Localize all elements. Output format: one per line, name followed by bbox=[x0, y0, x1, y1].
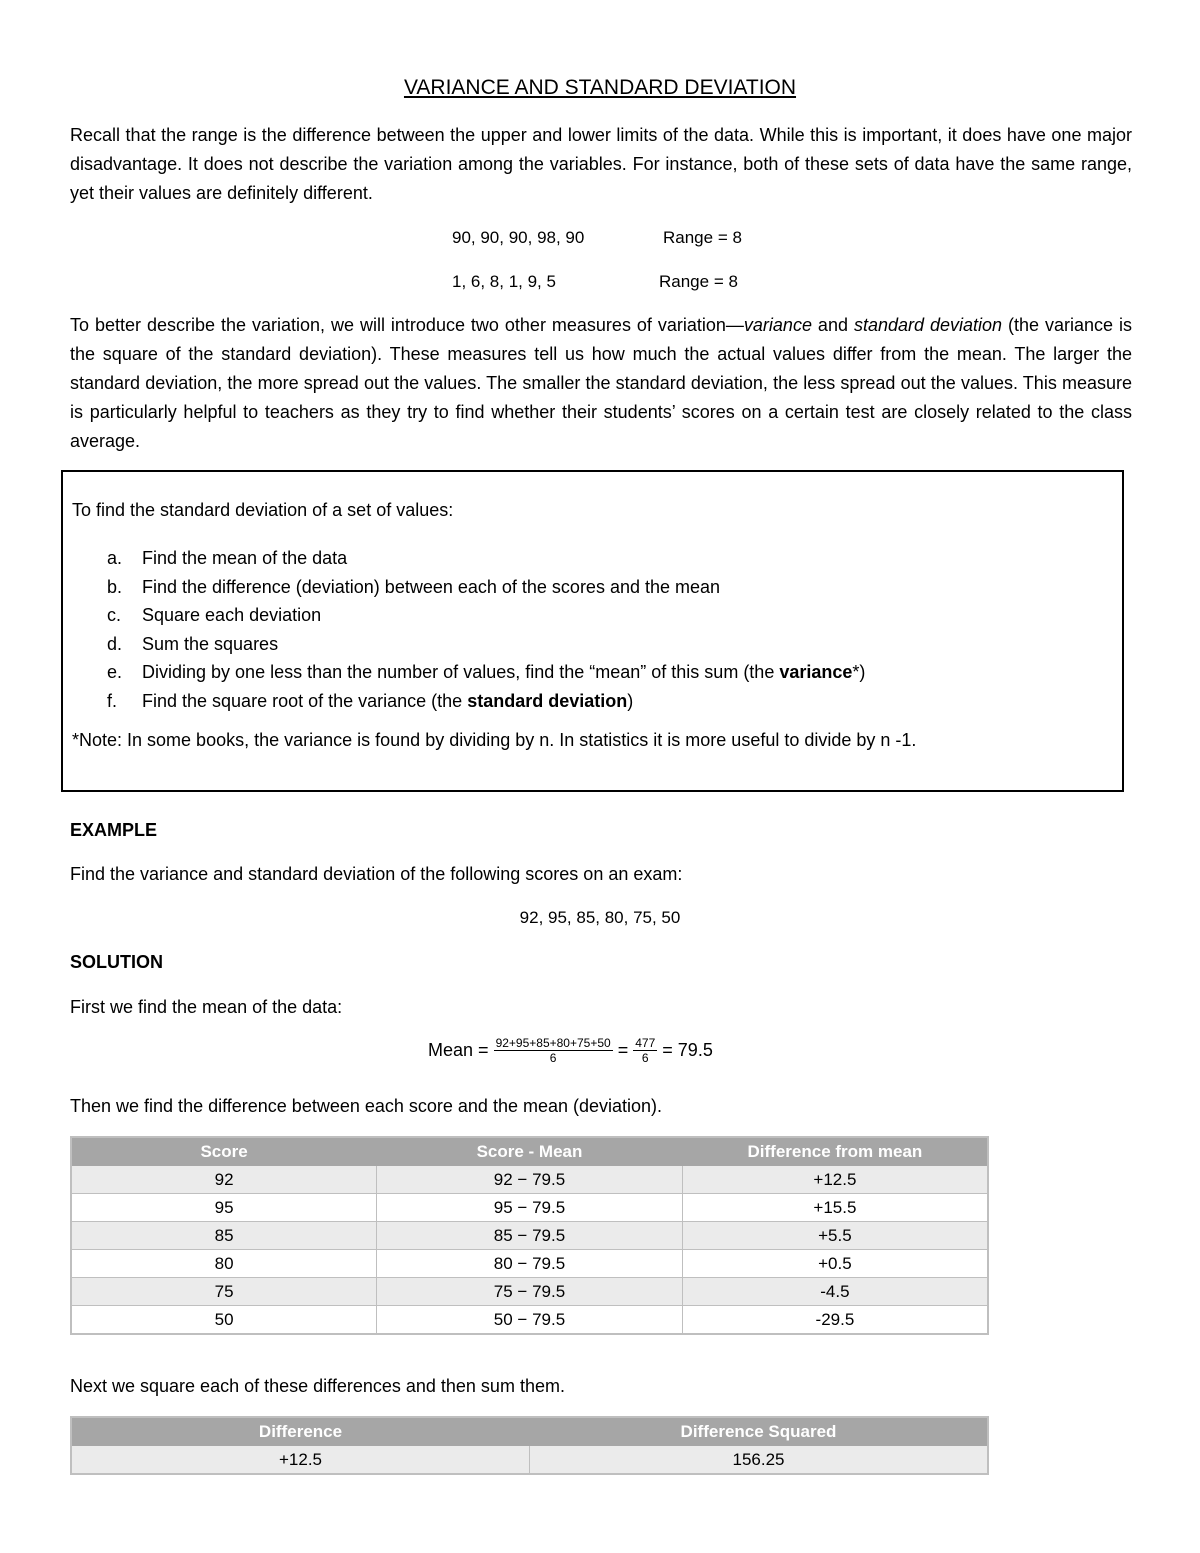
table-cell: 80 − 79.5 bbox=[377, 1250, 683, 1278]
table-cell: 95 − 79.5 bbox=[377, 1194, 683, 1222]
step-marker: a. bbox=[107, 548, 123, 568]
step-marker: f. bbox=[107, 690, 118, 711]
procedure-box bbox=[61, 470, 1124, 792]
table-row bbox=[71, 1250, 988, 1278]
step-marker: b. bbox=[107, 576, 123, 597]
step-text: Find the square root of the variance (the bbox=[142, 690, 468, 711]
example-heading: EXAMPLE bbox=[70, 820, 158, 840]
fraction-numerator: 92+95+85+80+75+50 bbox=[495, 1036, 611, 1050]
page-title: VARIANCE AND STANDARD DEVIATION bbox=[403, 76, 797, 99]
table-cell: +5.5 bbox=[682, 1222, 988, 1250]
procedure-steps bbox=[72, 544, 1102, 715]
table-row bbox=[71, 1278, 988, 1306]
procedure-note: *Note: In some books, the variance is found by dividing by n. In statistics it is more useful to divide by n -1. bbox=[72, 730, 917, 750]
procedure-step bbox=[72, 687, 1102, 716]
step-marker: d. bbox=[107, 633, 123, 654]
table-header-row bbox=[71, 1137, 988, 1166]
table-cell: 95 bbox=[71, 1194, 377, 1222]
table-cell: 50 bbox=[71, 1306, 377, 1335]
mean-formula bbox=[428, 1036, 828, 1065]
table-cell: 75 bbox=[71, 1278, 377, 1306]
mean-label: Mean = bbox=[428, 1040, 489, 1060]
example-prompt: Find the variance and standard deviation of the following scores on an exam: bbox=[70, 864, 683, 884]
step-marker: e. bbox=[107, 662, 123, 682]
procedure-step bbox=[72, 630, 1102, 659]
table-cell: +0.5 bbox=[682, 1250, 988, 1278]
step-text-after: ) bbox=[627, 690, 634, 711]
para-text: To better describe the variation, we will introduce two other measures of variation— bbox=[70, 315, 744, 335]
table-cell: -29.5 bbox=[682, 1306, 988, 1335]
step-text: Square each deviation bbox=[142, 605, 322, 625]
solution-step-deviation: Then we find the difference between each score and the mean (deviation). bbox=[70, 1096, 663, 1116]
procedure-step bbox=[72, 544, 1102, 573]
table-row bbox=[71, 1306, 988, 1335]
fraction-sum bbox=[494, 1036, 613, 1065]
procedure-intro: To find the standard deviation of a set of values: bbox=[72, 500, 454, 520]
step-bold-term: standard deviation bbox=[467, 690, 628, 711]
step-text: Dividing by one less than the number of values, find the “mean” of this sum (the bbox=[142, 662, 780, 682]
dataset-range: Range = 8 bbox=[663, 228, 742, 247]
squared-table bbox=[70, 1416, 989, 1475]
example-scores: 92, 95, 85, 80, 75, 50 bbox=[519, 908, 681, 927]
step-text: Sum the squares bbox=[142, 633, 279, 654]
dataset-range: Range = 8 bbox=[659, 272, 738, 291]
column-header: Score bbox=[71, 1137, 377, 1166]
procedure-step bbox=[72, 573, 1102, 602]
table-cell: 50 − 79.5 bbox=[377, 1306, 683, 1335]
intro-paragraph: Recall that the range is the difference between the upper and lower limits of the data. While this is important, it does have one major disadvantage. It does not describe the variation among the variables. For instance, both of these sets of data have the same range, yet their values are definitely different. bbox=[70, 125, 1132, 203]
table-cell: 156.25 bbox=[530, 1446, 989, 1475]
table-cell: 75 − 79.5 bbox=[377, 1278, 683, 1306]
table-cell: -4.5 bbox=[682, 1278, 988, 1306]
procedure-step bbox=[72, 658, 1102, 687]
step-bold-term: variance bbox=[779, 662, 853, 682]
column-header: Difference bbox=[71, 1417, 530, 1446]
step-marker: c. bbox=[107, 605, 122, 625]
para-text: and bbox=[811, 315, 854, 335]
table-cell: 85 − 79.5 bbox=[377, 1222, 683, 1250]
table-cell: +15.5 bbox=[682, 1194, 988, 1222]
para-text: (the variance is the square of the standard deviation). These measures tell us how much the actual values differ from the mean. The larger the standard deviation, the more spread out the values. The smaller the standard deviation, the less spread out the values. This measure is particularly helpful to teachers as they try to find whether their students’ scores on a certain test are closely related to the class average. bbox=[70, 315, 1132, 451]
step-text-after: *) bbox=[852, 662, 866, 682]
table-cell: +12.5 bbox=[71, 1446, 530, 1475]
step-text: Find the mean of the data bbox=[142, 548, 348, 568]
table-row bbox=[71, 1446, 988, 1475]
table-row bbox=[71, 1166, 988, 1194]
table-cell: 80 bbox=[71, 1250, 377, 1278]
mean-result: = 79.5 bbox=[662, 1040, 713, 1060]
term-standard-deviation: standard deviation bbox=[853, 315, 1003, 335]
table-cell: 92 − 79.5 bbox=[377, 1166, 683, 1194]
equals-sign: = bbox=[617, 1040, 629, 1060]
procedure-step bbox=[72, 601, 1102, 630]
term-variance: variance bbox=[743, 315, 812, 335]
fraction-numerator: 477 bbox=[635, 1036, 656, 1050]
dataset-values: 90, 90, 90, 98, 90 bbox=[452, 228, 585, 247]
table-row bbox=[71, 1194, 988, 1222]
dataset-values: 1, 6, 8, 1, 9, 5 bbox=[452, 272, 556, 291]
deviation-table bbox=[70, 1136, 989, 1335]
solution-heading: SOLUTION bbox=[70, 952, 163, 972]
column-header: Difference from mean bbox=[682, 1137, 988, 1166]
table-cell: +12.5 bbox=[682, 1166, 988, 1194]
step-text: Find the difference (deviation) between each of the scores and the mean bbox=[142, 576, 721, 597]
table-row bbox=[71, 1222, 988, 1250]
table-header-row bbox=[71, 1417, 988, 1446]
table-cell: 92 bbox=[71, 1166, 377, 1194]
fraction-total bbox=[633, 1036, 657, 1065]
solution-step-mean: First we find the mean of the data: bbox=[70, 997, 343, 1017]
table-cell: 85 bbox=[71, 1222, 377, 1250]
column-header: Score - Mean bbox=[377, 1137, 683, 1166]
fraction-denominator: 6 bbox=[641, 1051, 649, 1065]
fraction-denominator: 6 bbox=[549, 1051, 557, 1065]
variation-paragraph bbox=[70, 311, 1132, 456]
column-header: Difference Squared bbox=[530, 1417, 989, 1446]
solution-step-square: Next we square each of these differences and then sum them. bbox=[70, 1376, 565, 1396]
